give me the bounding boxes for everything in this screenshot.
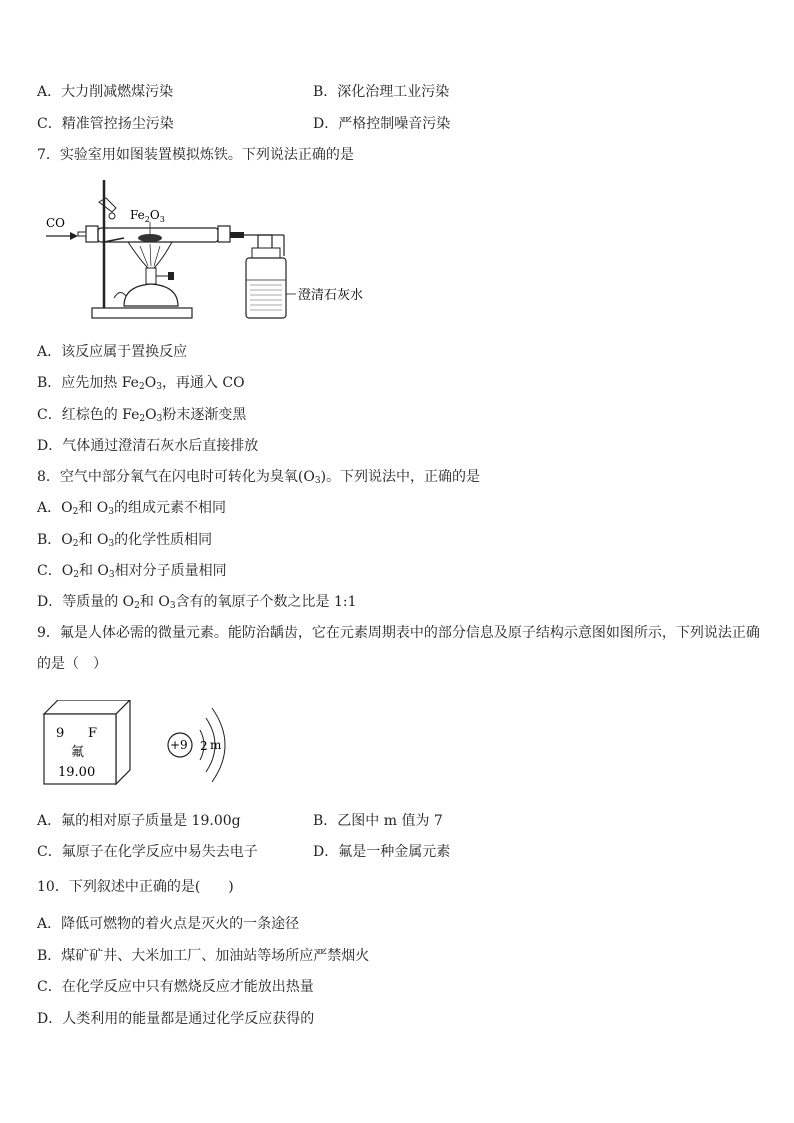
q6-option-d: D．严格控制噪音污染 bbox=[313, 116, 451, 132]
q7-option-c: C．红棕色的 $Fe_2O_3$粉末逐渐变黑 bbox=[37, 407, 247, 424]
q10-option-a: A．降低可燃物的着火点是灭火的一条途径 bbox=[37, 916, 300, 932]
stand-base bbox=[92, 308, 192, 318]
q9-stem-line2: 的是（ ） bbox=[37, 656, 107, 672]
left-stopper bbox=[86, 226, 98, 242]
fluorine-figure bbox=[40, 700, 240, 790]
q10-option-b: B．煤矿矿井、大米加工厂、加油站等场所应严禁烟火 bbox=[37, 948, 370, 964]
q10-stem: 10．下列叙述中正确的是( ) bbox=[37, 879, 234, 895]
co-label: CO bbox=[46, 216, 66, 230]
cube-side bbox=[116, 700, 130, 784]
q7-option-b: B．应先加热 $Fe_2O_3$，再通入 CO bbox=[37, 375, 245, 392]
alcohol-lamp bbox=[124, 284, 178, 306]
q9-option-b: B．乙图中 m 值为 7 bbox=[313, 813, 443, 829]
element-symbol: F bbox=[88, 726, 98, 741]
q8-stem: 8．空气中部分氧气在闪电时可转化为臭氧$(O_3)$。下列说法中，正确的是 bbox=[37, 469, 481, 486]
q9-option-d: D．氟是一种金属元素 bbox=[313, 844, 451, 860]
wash-bottle bbox=[246, 258, 286, 318]
q7-option-a: A．该反应属于置换反应 bbox=[37, 344, 188, 360]
q10-option-c: C．在化学反应中只有燃烧反应才能放出热量 bbox=[37, 979, 314, 995]
q6-option-a: A．大力削减燃煤污染 bbox=[37, 84, 174, 100]
cube-top bbox=[44, 700, 130, 714]
atomic-mass: 19.00 bbox=[58, 765, 96, 780]
q9-option-c: C．氟原子在化学反应中易失去电子 bbox=[37, 844, 258, 860]
right-stopper bbox=[218, 226, 230, 242]
q6-option-b: B．深化治理工业污染 bbox=[313, 84, 450, 100]
element-name: 氟 bbox=[71, 745, 85, 760]
q9-option-a: A．氟的相对原子质量是 19.00g bbox=[37, 813, 241, 829]
co-arrowhead bbox=[70, 232, 78, 240]
fe2o3-powder bbox=[138, 234, 162, 242]
q7-option-d: D．气体通过澄清石灰水后直接排放 bbox=[37, 438, 259, 454]
limewater-label: 澄清石灰水 bbox=[298, 288, 364, 303]
fe2o3-label: $Fe_2O_3$ bbox=[130, 208, 165, 224]
q7-stem: 7．实验室用如图装置模拟炼铁。下列说法正确的是 bbox=[37, 147, 354, 163]
atomic-number: 9 bbox=[56, 726, 65, 741]
q8-option-c: C．$O_2$和 $O_3$相对分子质量相同 bbox=[37, 563, 227, 580]
q8-option-b: B．$O_2$和 $O_3$的化学性质相同 bbox=[37, 532, 213, 549]
q8-option-d: D．等质量的 $O_2$和 $O_3$含有的氧原子个数之比是 1:1 bbox=[37, 594, 357, 611]
q6-option-c: C．精准管控扬尘污染 bbox=[37, 116, 174, 132]
nuclear-charge: +9 bbox=[170, 738, 188, 752]
shell1-electrons: 2 bbox=[200, 739, 208, 753]
q8-option-a: A．$O_2$和 $O_3$的组成元素不相同 bbox=[37, 500, 226, 517]
q9-stem-line1: 9．氟是人体必需的微量元素。能防治龋齿，它在元素周期表中的部分信息及原子结构示意图如图所示，下列说法正确 bbox=[37, 625, 760, 641]
shell2-electrons: m bbox=[210, 738, 222, 752]
iron-smelting-apparatus-figure bbox=[44, 180, 384, 325]
q10-option-d: D．人类利用的能量都是通过化学反应获得的 bbox=[37, 1011, 315, 1027]
